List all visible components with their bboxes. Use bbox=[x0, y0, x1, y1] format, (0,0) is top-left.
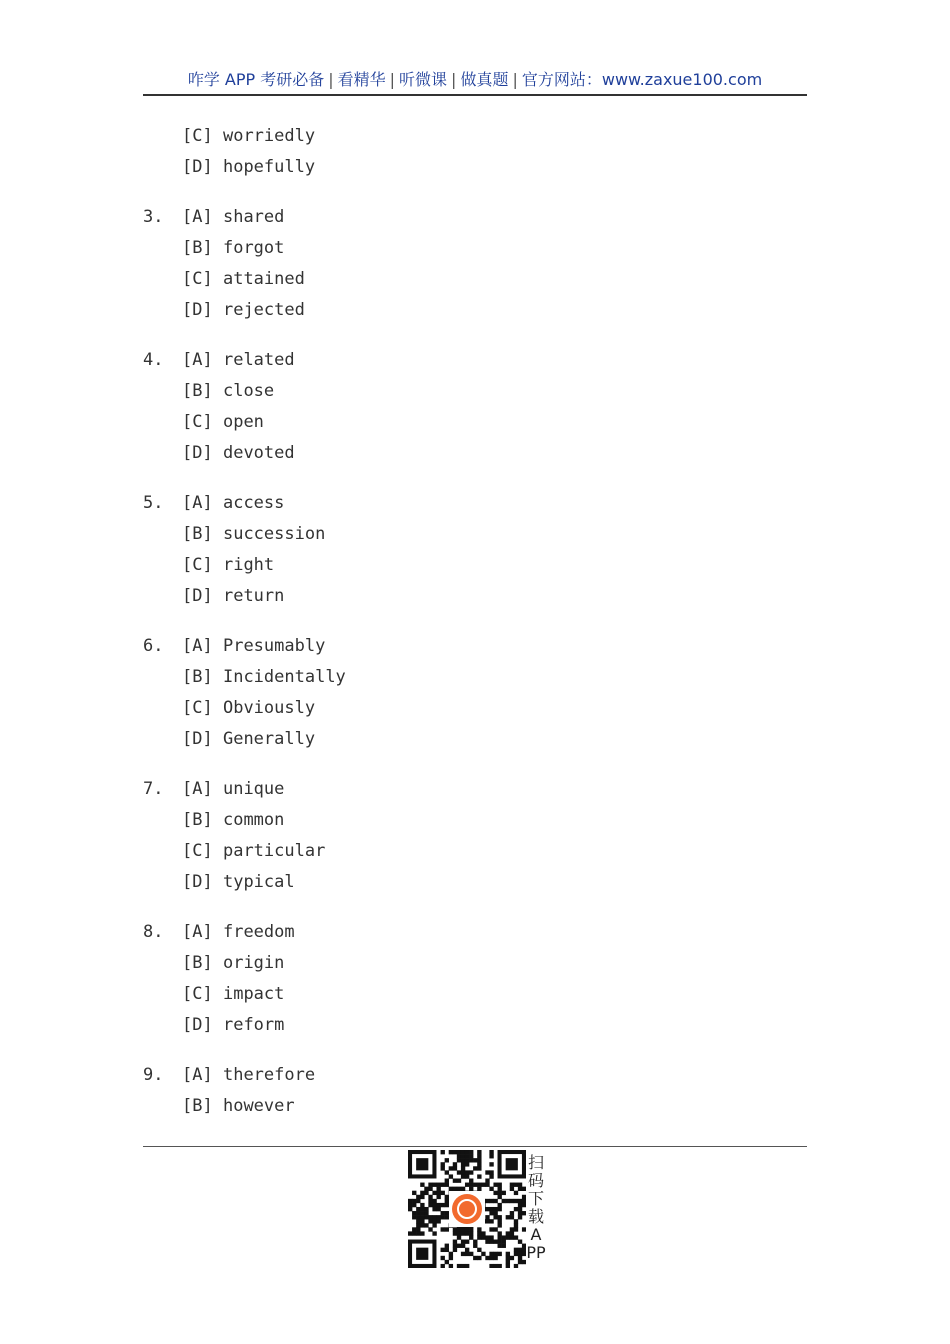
header-item-past-papers: 做真题 bbox=[460, 70, 509, 89]
option-text: common bbox=[222, 810, 285, 830]
question-list bbox=[143, 121, 803, 1141]
answer-option bbox=[143, 917, 803, 948]
option-text: freedom bbox=[222, 922, 295, 942]
header-separator: | bbox=[328, 70, 334, 89]
option-text: unique bbox=[222, 779, 285, 799]
option-content bbox=[182, 345, 295, 376]
question-number: 5. bbox=[143, 493, 164, 513]
answer-option bbox=[143, 631, 803, 662]
answer-option bbox=[143, 264, 803, 295]
answer-option bbox=[143, 488, 803, 519]
answer-option bbox=[143, 438, 803, 469]
option-content bbox=[182, 693, 315, 724]
option-content bbox=[182, 295, 305, 326]
answer-option bbox=[143, 662, 803, 693]
option-content bbox=[182, 407, 264, 438]
header-brand: 咋学 APP 考研必备 bbox=[187, 70, 325, 89]
option-label: [D] bbox=[182, 157, 213, 177]
option-content bbox=[182, 774, 284, 805]
answer-option bbox=[143, 867, 803, 898]
option-label: [B] bbox=[182, 667, 213, 687]
footer-divider bbox=[143, 1146, 807, 1147]
option-label: [D] bbox=[182, 729, 213, 749]
question-item bbox=[143, 121, 803, 183]
option-label: [B] bbox=[182, 810, 213, 830]
option-content bbox=[182, 979, 284, 1010]
option-label: [C] bbox=[182, 126, 213, 146]
answer-option bbox=[143, 774, 803, 805]
option-label: [A] bbox=[182, 350, 213, 370]
option-text: related bbox=[222, 350, 295, 370]
option-text: particular bbox=[222, 841, 326, 861]
option-text: typical bbox=[222, 872, 295, 892]
option-text: worriedly bbox=[222, 126, 316, 146]
answer-option bbox=[143, 1010, 803, 1041]
option-content bbox=[182, 550, 274, 581]
option-text: however bbox=[222, 1096, 295, 1116]
question-number: 6. bbox=[143, 636, 164, 656]
option-label: [D] bbox=[182, 586, 213, 606]
answer-option bbox=[143, 979, 803, 1010]
question-item bbox=[143, 774, 803, 898]
option-label: [A] bbox=[182, 636, 213, 656]
option-content bbox=[182, 376, 274, 407]
answer-option bbox=[143, 550, 803, 581]
option-content bbox=[182, 438, 295, 469]
option-text: therefore bbox=[222, 1065, 316, 1085]
option-text: Incidentally bbox=[222, 667, 346, 687]
option-text: shared bbox=[222, 207, 285, 227]
answer-option bbox=[143, 121, 803, 152]
answer-option bbox=[143, 376, 803, 407]
option-label: [A] bbox=[182, 922, 213, 942]
question-number: 9. bbox=[143, 1065, 164, 1085]
question-number: 3. bbox=[143, 207, 164, 227]
option-content bbox=[182, 836, 325, 867]
option-text: devoted bbox=[222, 443, 295, 463]
option-content bbox=[182, 519, 325, 550]
option-label: [C] bbox=[182, 984, 213, 1004]
option-label: [D] bbox=[182, 1015, 213, 1035]
option-content bbox=[182, 1010, 284, 1041]
question-item bbox=[143, 631, 803, 755]
option-text: right bbox=[222, 555, 275, 575]
answer-option bbox=[143, 295, 803, 326]
option-text: forgot bbox=[222, 238, 285, 258]
option-text: Presumably bbox=[222, 636, 326, 656]
option-text: open bbox=[222, 412, 264, 432]
answer-option bbox=[143, 581, 803, 612]
option-text: access bbox=[222, 493, 285, 513]
option-content bbox=[182, 202, 284, 233]
option-label: [D] bbox=[182, 443, 213, 463]
qr-caption: 扫码下载APP bbox=[526, 1153, 546, 1262]
option-label: [B] bbox=[182, 238, 213, 258]
qr-code-graphic bbox=[408, 1150, 526, 1268]
header-item-microlessons: 听微课 bbox=[399, 70, 448, 89]
option-content bbox=[182, 948, 284, 979]
question-item bbox=[143, 345, 803, 469]
option-content bbox=[182, 264, 305, 295]
option-text: close bbox=[222, 381, 275, 401]
question-number: 7. bbox=[143, 779, 164, 799]
answer-option bbox=[143, 948, 803, 979]
question-item bbox=[143, 488, 803, 612]
option-label: [A] bbox=[182, 493, 213, 513]
header-separator: | bbox=[512, 70, 518, 89]
header-separator: | bbox=[389, 70, 396, 89]
question-item bbox=[143, 917, 803, 1041]
option-label: [C] bbox=[182, 698, 213, 718]
option-label: [B] bbox=[182, 524, 213, 544]
answer-option bbox=[143, 407, 803, 438]
option-content bbox=[182, 488, 284, 519]
answer-option bbox=[143, 345, 803, 376]
question-number: 4. bbox=[143, 350, 164, 370]
option-content bbox=[182, 233, 284, 264]
answer-option bbox=[143, 202, 803, 233]
option-text: rejected bbox=[222, 300, 305, 320]
answer-option bbox=[143, 233, 803, 264]
answer-option bbox=[143, 836, 803, 867]
option-text: impact bbox=[222, 984, 285, 1004]
option-content bbox=[182, 724, 315, 755]
option-label: [A] bbox=[182, 207, 213, 227]
option-label: [B] bbox=[182, 1096, 213, 1116]
option-label: [C] bbox=[182, 841, 213, 861]
answer-option bbox=[143, 724, 803, 755]
answer-option bbox=[143, 1091, 803, 1122]
option-content bbox=[182, 867, 295, 898]
option-label: [A] bbox=[182, 1065, 213, 1085]
header-site-link[interactable]: www.zaxue100.com bbox=[601, 70, 763, 89]
option-label: [A] bbox=[182, 779, 213, 799]
option-text: attained bbox=[222, 269, 305, 289]
question-item bbox=[143, 1060, 803, 1122]
option-content bbox=[182, 581, 284, 612]
option-content bbox=[182, 662, 346, 693]
option-content bbox=[182, 1060, 315, 1091]
option-content bbox=[182, 631, 325, 662]
answer-option bbox=[143, 152, 803, 183]
option-text: Generally bbox=[222, 729, 316, 749]
option-text: hopefully bbox=[222, 157, 316, 177]
header-separator: | bbox=[451, 70, 457, 89]
option-content bbox=[182, 917, 295, 948]
option-content bbox=[182, 1091, 295, 1122]
option-content bbox=[182, 805, 284, 836]
option-label: [B] bbox=[182, 953, 213, 973]
option-label: [C] bbox=[182, 555, 213, 575]
option-text: succession bbox=[222, 524, 326, 544]
question-number: 8. bbox=[143, 922, 164, 942]
answer-option bbox=[143, 1060, 803, 1091]
option-content bbox=[182, 152, 315, 183]
qr-code-icon bbox=[408, 1150, 526, 1268]
option-content bbox=[182, 121, 315, 152]
option-label: [C] bbox=[182, 269, 213, 289]
option-label: [B] bbox=[182, 381, 213, 401]
option-label: [D] bbox=[182, 300, 213, 320]
answer-option bbox=[143, 519, 803, 550]
question-item bbox=[143, 202, 803, 326]
header-item-highlights: 看精华 bbox=[337, 70, 386, 89]
option-label: [C] bbox=[182, 412, 213, 432]
answer-option bbox=[143, 693, 803, 724]
option-text: Obviously bbox=[222, 698, 316, 718]
option-text: origin bbox=[222, 953, 285, 973]
option-text: reform bbox=[222, 1015, 285, 1035]
option-label: [D] bbox=[182, 872, 213, 892]
header-site-label: 官方网站： bbox=[521, 70, 602, 89]
option-text: return bbox=[222, 586, 285, 606]
page-header bbox=[143, 66, 807, 96]
answer-option bbox=[143, 805, 803, 836]
